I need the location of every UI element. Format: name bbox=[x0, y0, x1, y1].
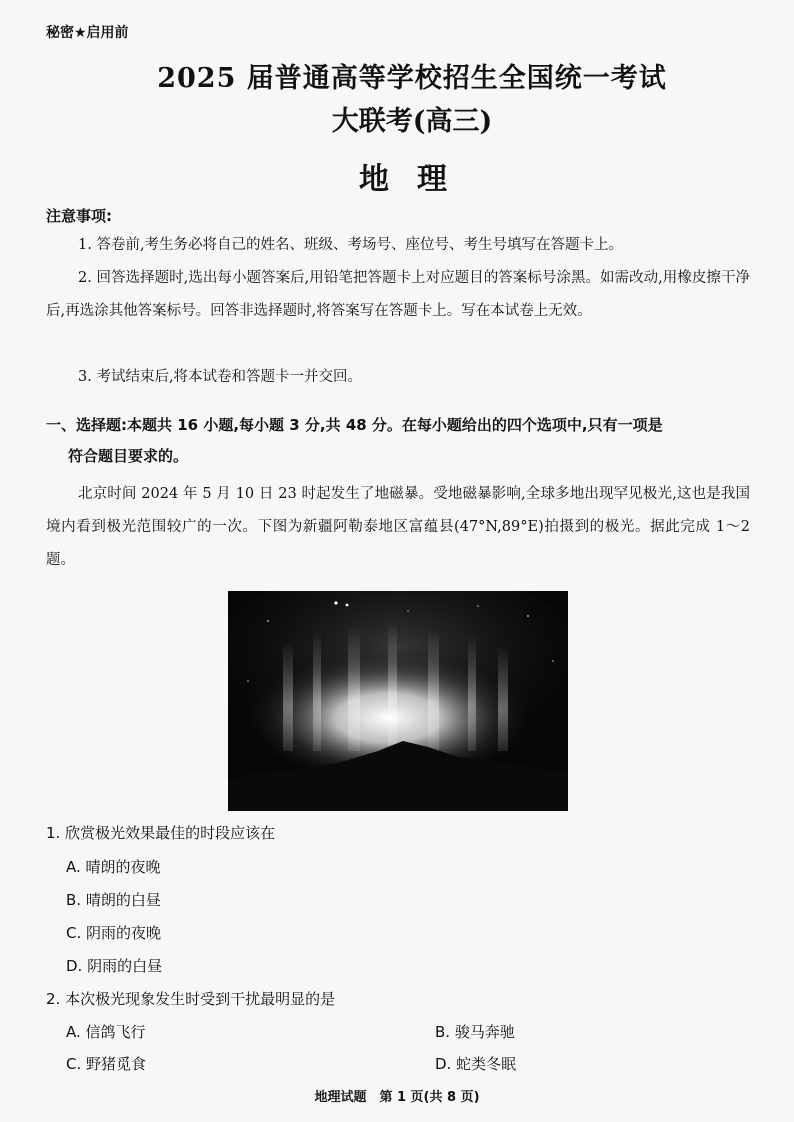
question-intro: 北京时间 2024 年 5 月 10 日 23 时起发生了地磁暴。受地磁暴影响,全球多地出现罕见极光,这也是我国境内看到极光范围较广的一次。下图为新疆阿勒泰地区富蕴县(47°N,89°E)拍摄到的极光。据此完成 1～2 题。 bbox=[46, 486, 750, 568]
section-heading-cont: 符合题目要求的。 bbox=[68, 447, 189, 465]
aurora-image bbox=[228, 591, 568, 811]
aurora-photo bbox=[228, 591, 568, 811]
section-heading bbox=[46, 410, 752, 472]
question-1-stem: 1. 欣赏极光效果最佳的时段应该在 bbox=[46, 824, 276, 842]
question-2-stem: 2. 本次极光现象发生时受到干扰最明显的是 bbox=[46, 990, 336, 1008]
q1-option-a: A. 晴朗的夜晚 bbox=[66, 858, 161, 876]
section-heading-text: 一、选择题:本题共 16 小题,每小题 3 分,共 48 分。在每小题给出的四个选项中,只有一项是 bbox=[46, 416, 663, 434]
exam-subtitle: 大联考(高三) bbox=[331, 106, 493, 137]
q1-option-c: C. 阴雨的夜晚 bbox=[66, 924, 162, 942]
q2-option-a: A. 信鸽飞行 bbox=[66, 1023, 146, 1041]
q2-option-c: C. 野猪觅食 bbox=[66, 1055, 147, 1073]
q1-option-d: D. 阴雨的白昼 bbox=[66, 957, 163, 975]
exam-title: 2025 届普通高等学校招生全国统一考试 bbox=[157, 63, 667, 94]
q1-option-b: B. 晴朗的白昼 bbox=[66, 891, 161, 909]
notice-item-1: 1. 答卷前,考生务必将自己的姓名、班级、考场号、座位号、考生号填写在答题卡上。 bbox=[78, 237, 624, 253]
notice-item-3: 3. 考试结束后,将本试卷和答题卡一并交回。 bbox=[78, 369, 363, 385]
notice-item-2: 2. 回答选择题时,选出每小题答案后,用铅笔把答题卡上对应题目的答案标号涂黑。如需改动,用橡皮擦干净后,再选涂其他答案标号。回答非选择题时,将答案写在答题卡上。写在本试卷上无效。 bbox=[46, 270, 750, 319]
q2-option-d: D. 蛇类冬眠 bbox=[435, 1055, 517, 1073]
subject-title: 地理 bbox=[359, 162, 475, 197]
page-footer: 地理试题 第 1 页(共 8 页) bbox=[314, 1090, 480, 1105]
confidentiality-mark: 秘密★启用前 bbox=[46, 25, 129, 41]
notice-heading: 注意事项: bbox=[46, 207, 112, 225]
q2-option-b: B. 骏马奔驰 bbox=[435, 1023, 515, 1041]
